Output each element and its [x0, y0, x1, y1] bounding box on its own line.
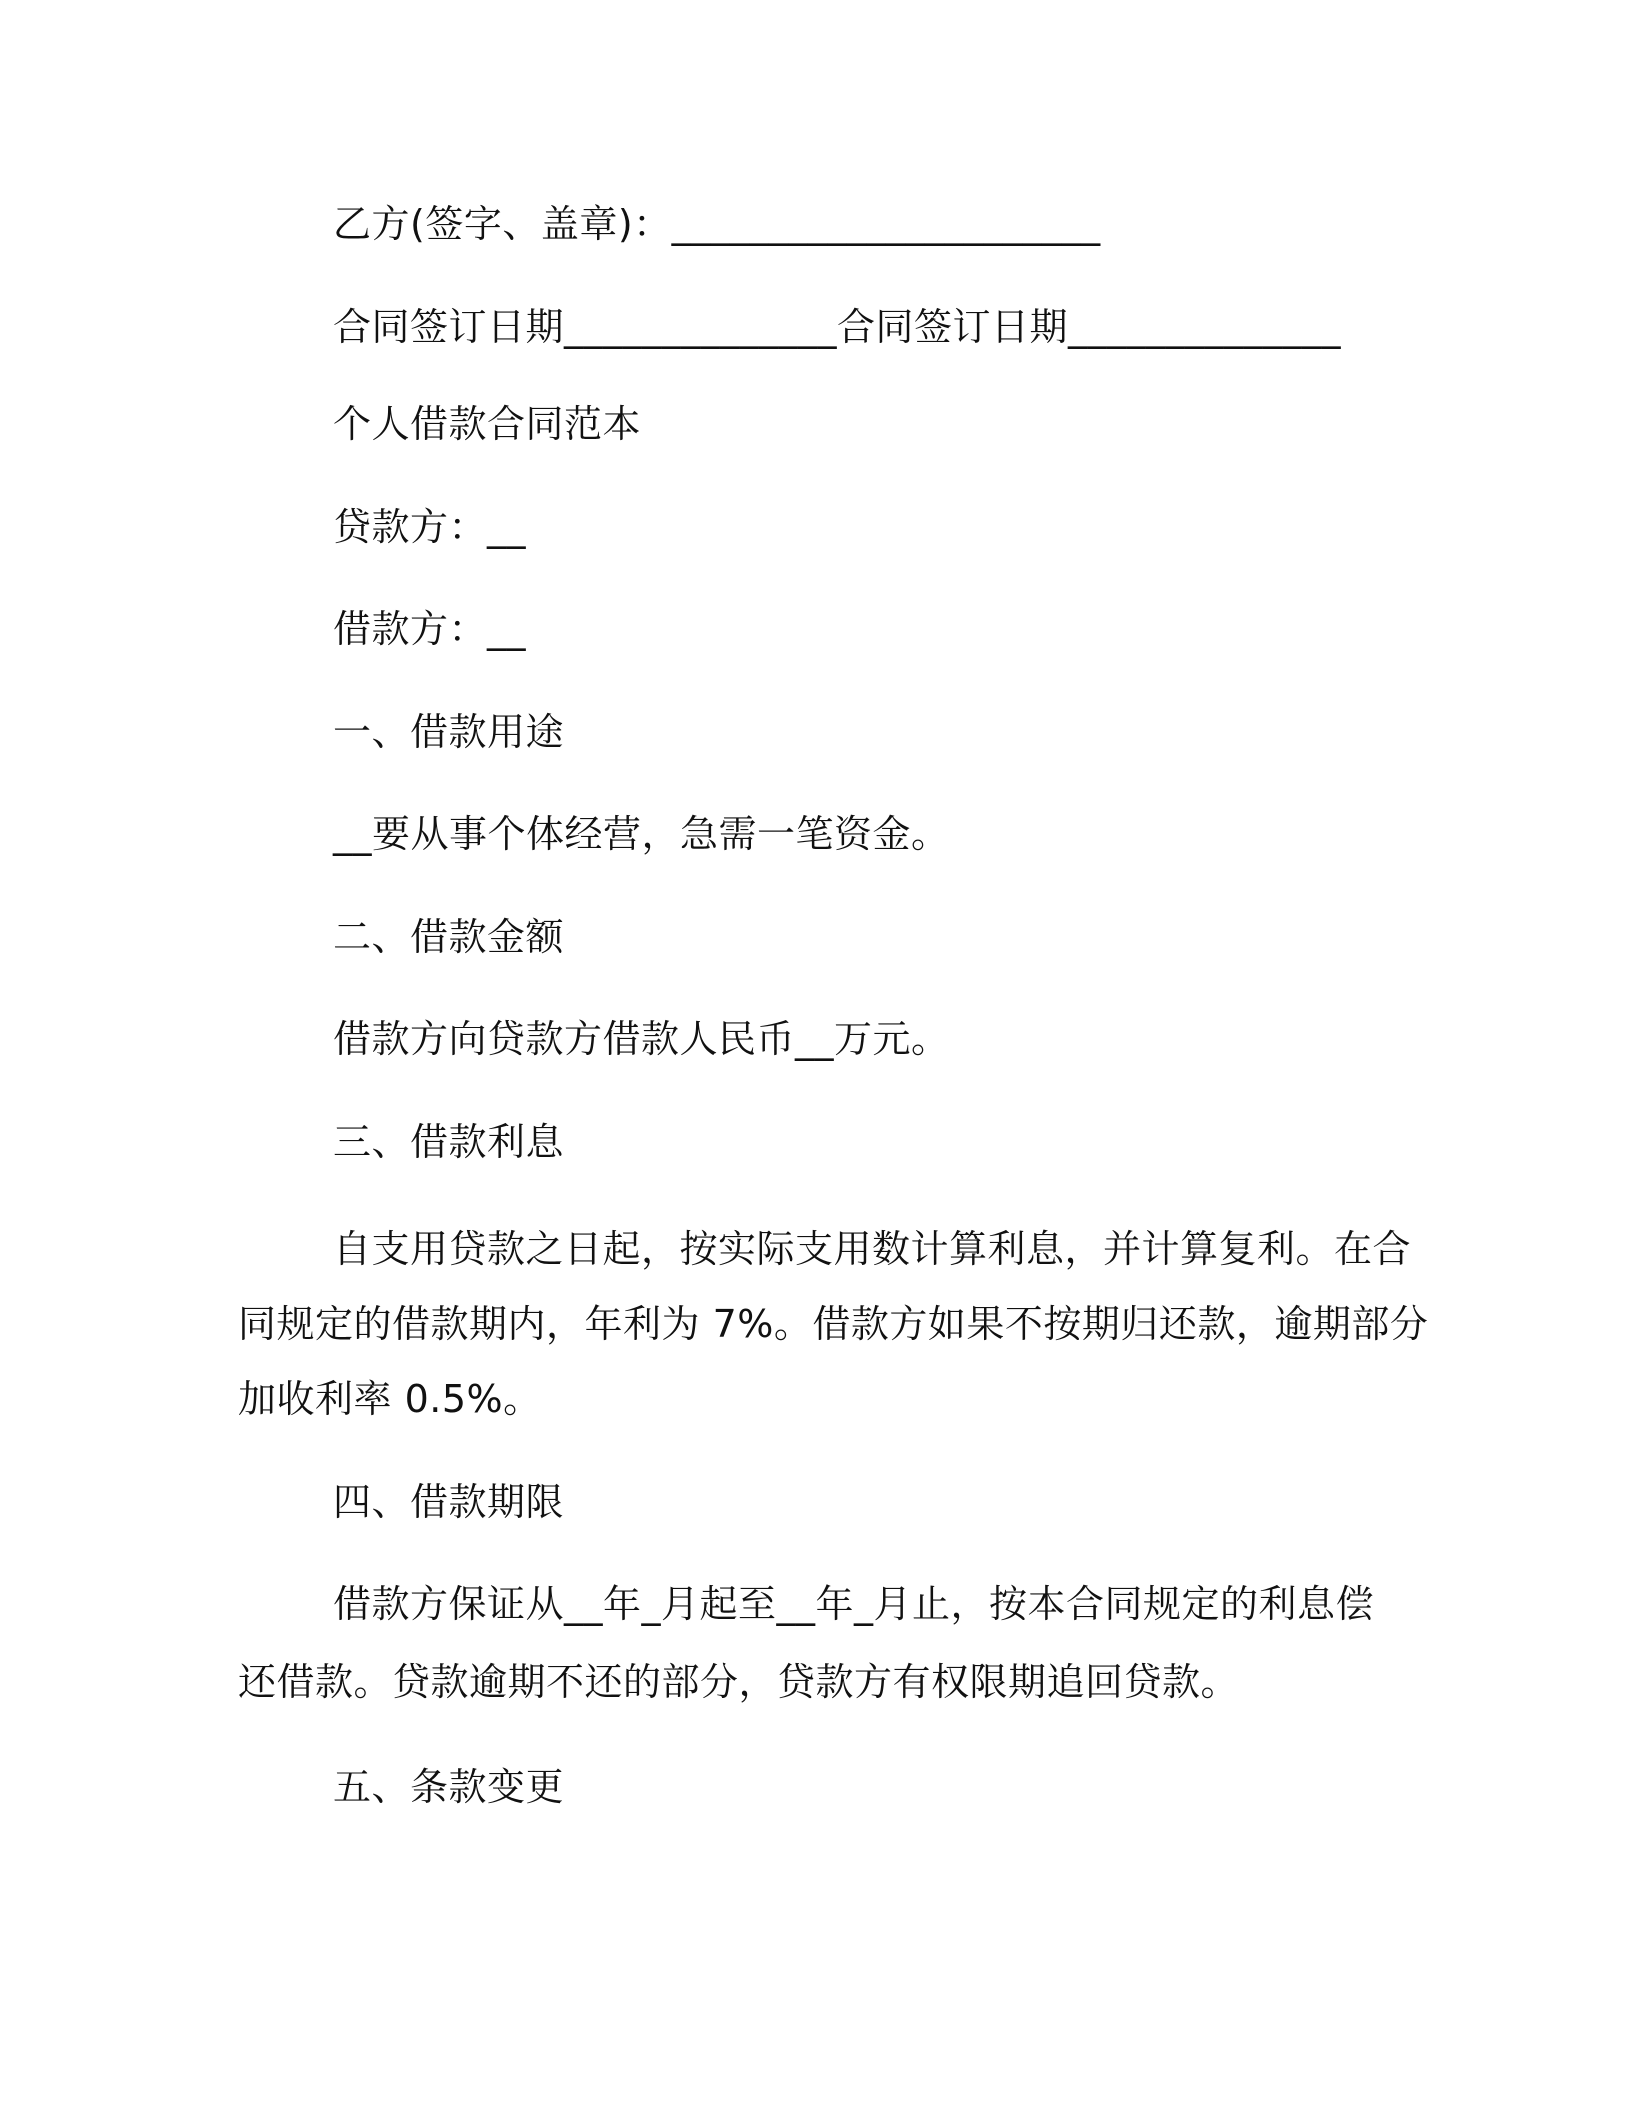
lender-line: 贷款方：__ — [333, 505, 527, 549]
section-2-title: 二、借款金额 — [333, 915, 565, 959]
contract-sign-date-line: 合同签订日期______________合同签订日期______________ — [333, 305, 1342, 349]
section-3-title: 三、借款利息 — [333, 1120, 565, 1164]
section-3-body-line-2: 同规定的借款期内，年利为 7%。借款方如果不按期归还款，逾期部分 — [238, 1302, 1429, 1346]
section-3-body-line-1: 自支用贷款之日起，按实际支用数计算利息，并计算复利。在合 — [333, 1227, 1412, 1271]
section-2-body: 借款方向贷款方借款人民币__万元。 — [333, 1017, 950, 1061]
borrower-line: 借款方：__ — [333, 607, 527, 651]
section-4-body-line-1: 借款方保证从__年_月起至__年_月止，按本合同规定的利息偿 — [333, 1582, 1375, 1626]
section-4-body-line-2: 还借款。贷款逾期不还的部分，贷款方有权限期追回贷款。 — [238, 1660, 1240, 1704]
contract-title: 个人借款合同范本 — [333, 402, 642, 446]
party-b-signature-line: 乙方(签字、盖章)：______________________ — [333, 202, 1101, 246]
section-5-title: 五、条款变更 — [333, 1765, 565, 1809]
section-3-body-line-3: 加收利率 0.5%。 — [238, 1377, 542, 1421]
section-4-title: 四、借款期限 — [333, 1480, 565, 1524]
section-1-title: 一、借款用途 — [333, 710, 565, 754]
section-1-body: __要从事个体经营，急需一笔资金。 — [333, 812, 950, 856]
